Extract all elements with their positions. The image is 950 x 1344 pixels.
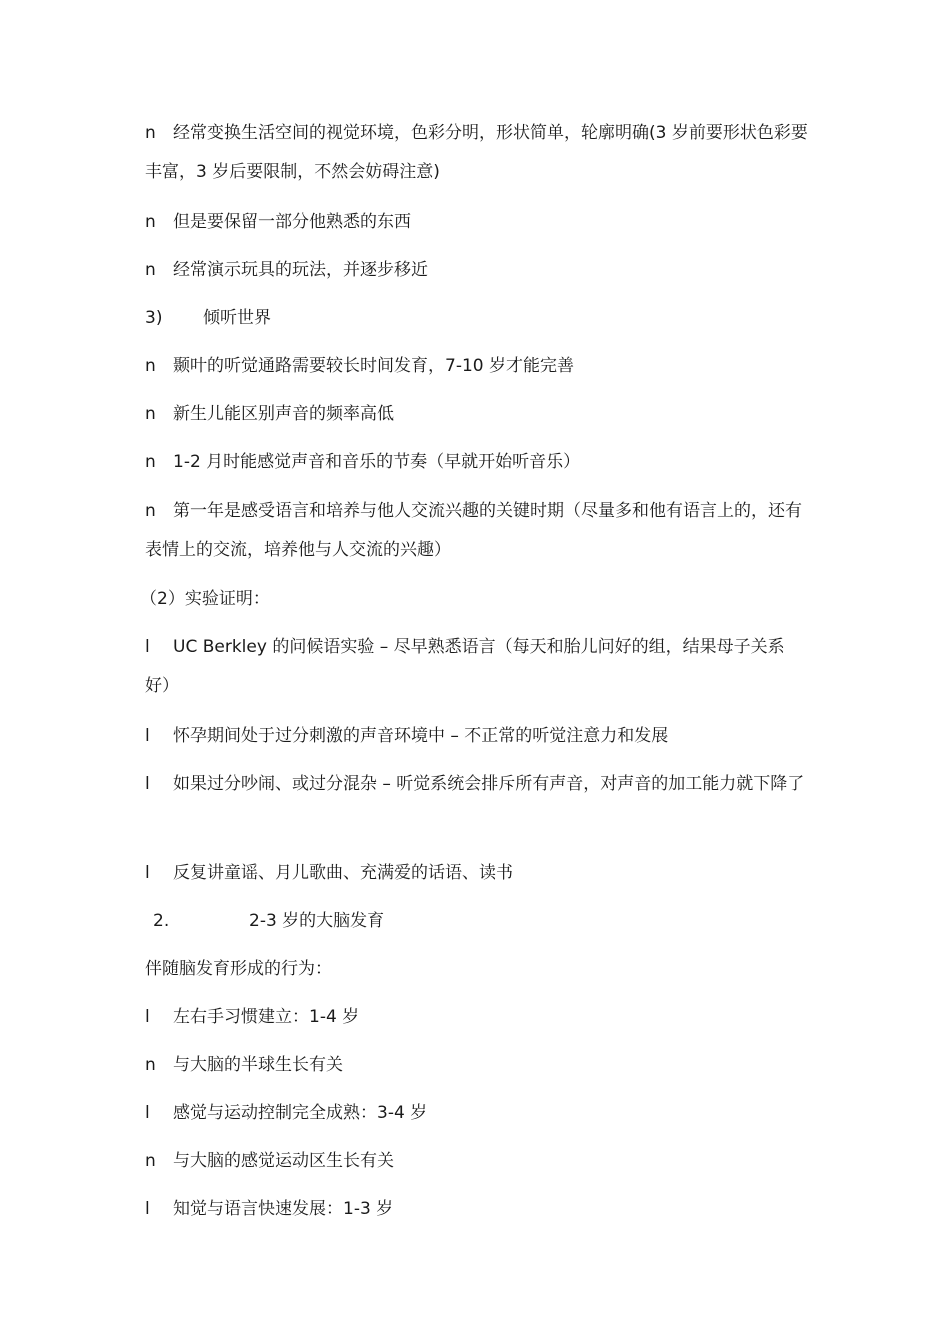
paragraph-nursery-rhymes: [145, 854, 810, 893]
paragraph-motor-control: [145, 1094, 810, 1133]
section-number: 2.: [153, 911, 170, 931]
subheading-text: （2）实验证明：: [140, 589, 270, 609]
paragraph-text: 反复讲童谣、月儿歌曲、充满爱的话语、读书: [173, 863, 513, 883]
paragraph-berkley: [145, 628, 810, 706]
paragraph-text: 新生儿能区别声音的频率高低: [173, 404, 394, 424]
section-title: 2-3 岁的大脑发育: [249, 911, 385, 931]
bullet-marker: n: [145, 260, 156, 280]
subheading-experiment: [140, 580, 805, 619]
section-title: 倾听世界: [203, 308, 271, 328]
paragraph-demo-toys: [145, 251, 810, 290]
paragraph-sensorimotor: [145, 1142, 810, 1181]
bullet-marker: n: [145, 404, 156, 424]
paragraph-text: 颞叶的听觉通路需要较长时间发育，7-10 岁才能完善: [173, 356, 574, 376]
paragraph-handedness: [145, 998, 810, 1037]
paragraph-pregnancy: [145, 717, 810, 756]
bullet-marker: l: [145, 1007, 150, 1027]
paragraph-text: 怀孕期间处于过分刺激的声音环境中 – 不正常的听觉注意力和发展: [173, 726, 669, 746]
bullet-marker: l: [145, 1103, 150, 1123]
bullet-marker: l: [145, 774, 150, 794]
bullet-marker: l: [145, 863, 150, 883]
section-heading-listen: [145, 299, 810, 338]
subheading-text: 伴随脑发育形成的行为：: [145, 959, 332, 979]
paragraph-rhythm: [145, 443, 810, 482]
bullet-marker: n: [145, 1151, 156, 1171]
section-number: 3): [145, 308, 163, 328]
subheading-behaviors: [145, 950, 810, 989]
paragraph-first-year: [145, 492, 810, 570]
bullet-marker: l: [145, 1199, 150, 1219]
bullet-marker: n: [145, 356, 156, 376]
paragraph-hemisphere: [145, 1046, 810, 1085]
paragraph-keep-familiar: [145, 203, 810, 242]
paragraph-text: UC Berkley 的问候语实验 – 尽早熟悉语言（每天和胎儿问好的组，结果母子关系好）: [145, 637, 785, 696]
paragraph-text: 如果过分吵闹、或过分混杂 – 听觉系统会排斥所有声音，对声音的加工能力就下降了: [173, 774, 805, 794]
bullet-marker: n: [145, 123, 156, 143]
paragraph-text: 与大脑的感觉运动区生长有关: [173, 1151, 394, 1171]
paragraph-text: 经常演示玩具的玩法，并逐步移近: [173, 260, 428, 280]
paragraph-frequency: [145, 395, 810, 434]
paragraph-visual-environment: [145, 114, 810, 192]
bullet-marker: n: [145, 212, 156, 232]
bullet-marker: n: [145, 452, 156, 472]
paragraph-text: 知觉与语言快速发展：1-3 岁: [173, 1199, 394, 1219]
paragraph-text: 第一年是感受语言和培养与他人交流兴趣的关键时期（尽量多和他有语言上的，还有表情上的交流，培养他与人交流的兴趣）: [145, 501, 802, 560]
bullet-marker: n: [145, 501, 156, 521]
paragraph-text: 左右手习惯建立：1-4 岁: [173, 1007, 360, 1027]
paragraph-text: 与大脑的半球生长有关: [173, 1055, 343, 1075]
bullet-marker: l: [145, 637, 150, 657]
section-heading-brain-2-3: [153, 902, 818, 941]
paragraph-text: 感觉与运动控制完全成熟：3-4 岁: [173, 1103, 428, 1123]
paragraph-text: 1-2 月时能感觉声音和音乐的节奏（早就开始听音乐）: [173, 452, 581, 472]
paragraph-language: [145, 1190, 810, 1229]
paragraph-auditory-pathway: [145, 347, 810, 386]
paragraph-text: 但是要保留一部分他熟悉的东西: [173, 212, 411, 232]
paragraph-text: 经常变换生活空间的视觉环境，色彩分明，形状简单，轮廓明确(3 岁前要形状色彩要丰富，3 岁后要限制，不然会妨碍注意): [145, 123, 808, 182]
bullet-marker: n: [145, 1055, 156, 1075]
bullet-marker: l: [145, 726, 150, 746]
paragraph-noise: [145, 765, 810, 804]
